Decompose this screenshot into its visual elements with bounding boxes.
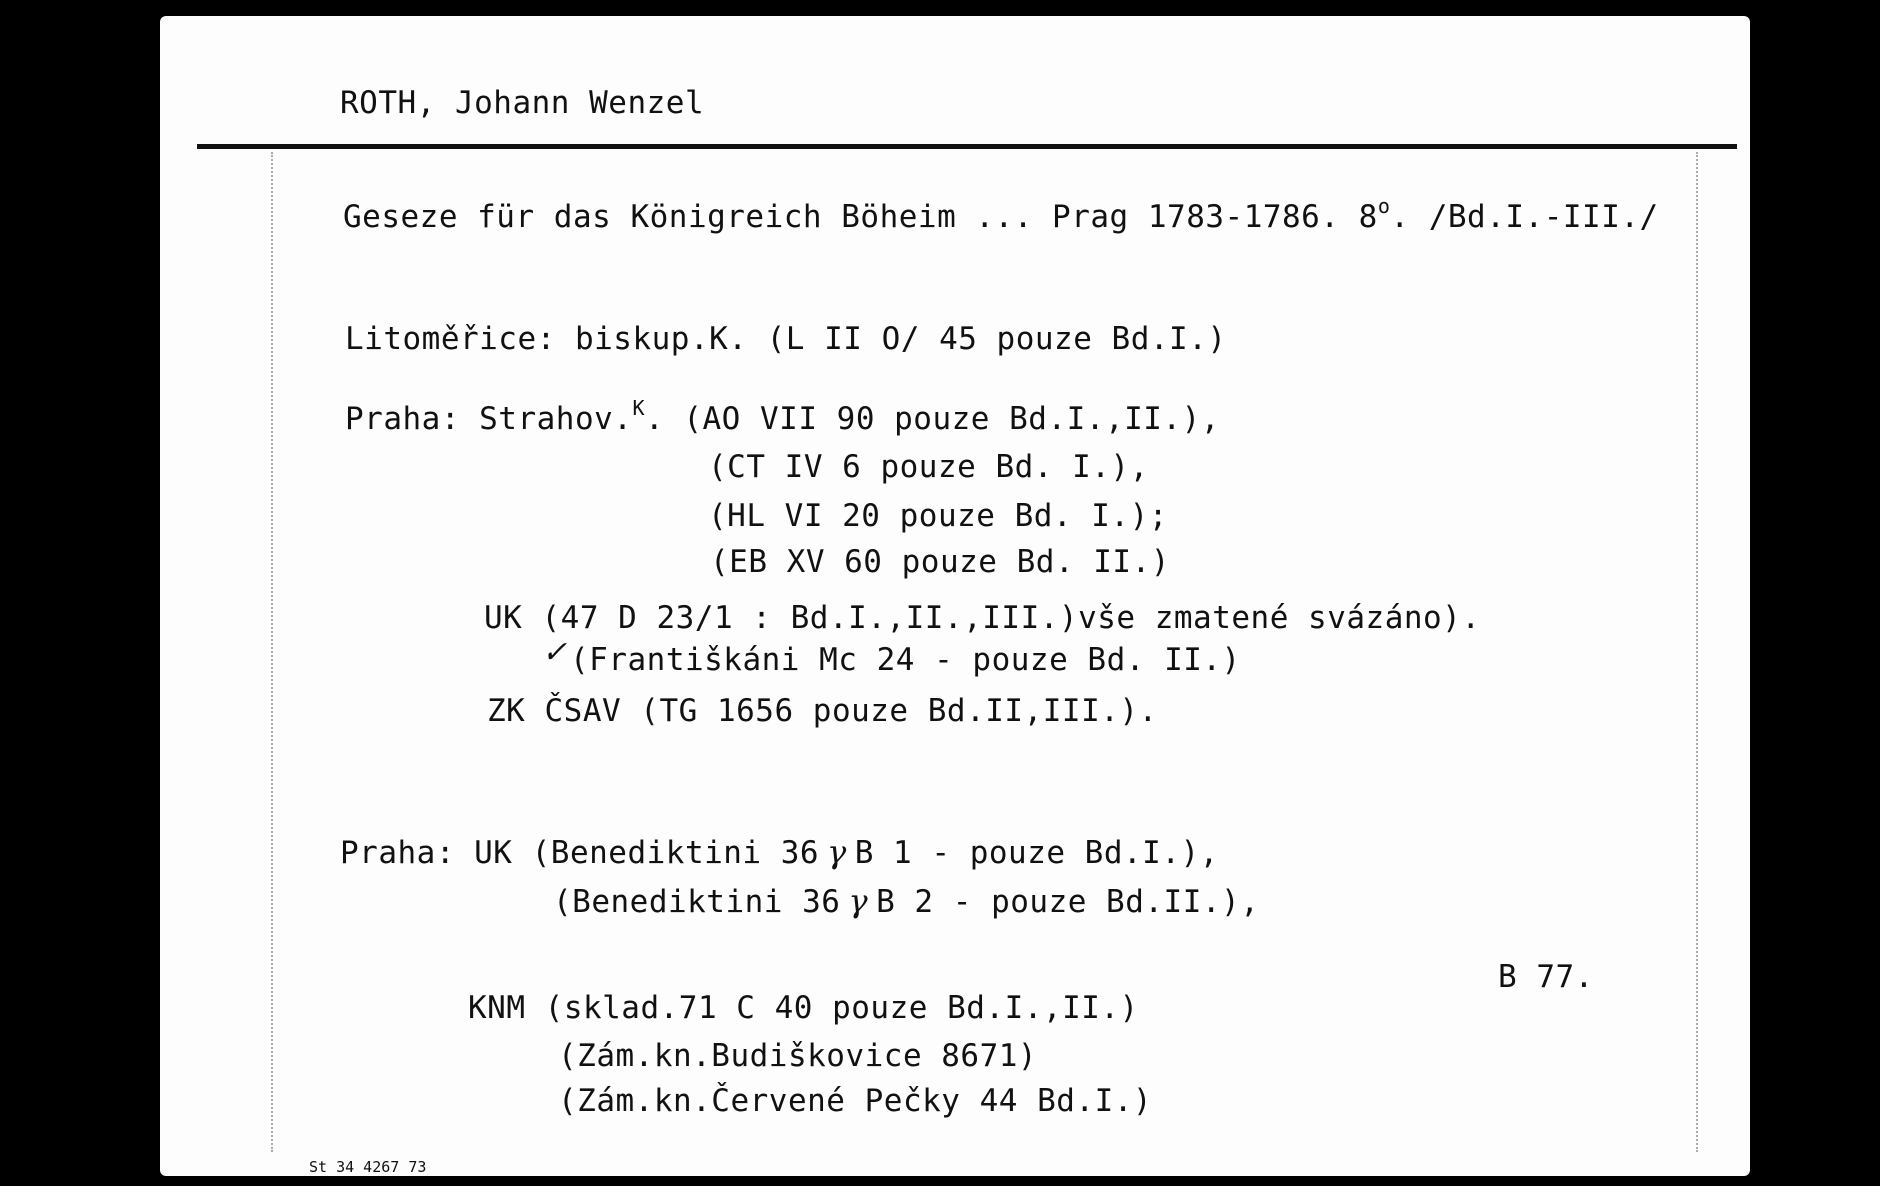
strahov-sup: K (632, 396, 646, 420)
shelf-code: B 77. (1498, 959, 1594, 995)
handwritten-mark-2: γ (848, 882, 869, 920)
entry-uk-2: (Františkáni Mc 24 - pouze Bd. II.) (570, 642, 1241, 678)
strahov-rest: . (AO VII 90 pouze Bd.I.,II.), (645, 401, 1220, 437)
right-margin-line (1696, 152, 1698, 1152)
praha-uk-2a: (Benediktini 36 (553, 884, 841, 920)
entry-uk-1: UK (47 D 23/1 : Bd.I.,II.,III.)vše zmatené svázáno). (484, 600, 1481, 636)
entry-knm-1: KNM (sklad.71 C 40 pouze Bd.I.,II.) (468, 990, 1139, 1026)
praha-uk-1b: B 1 - pouze Bd.I.), (854, 835, 1219, 871)
entry-zk-csav: ZK ČSAV (TG 1656 pouze Bd.II,III.). (487, 693, 1158, 729)
title-text: Geseze für das Königreich Böheim ... Prag 1783-1786. 8 (343, 199, 1378, 235)
entry-strahov-2: (CT IV 6 pouze Bd. I.), (708, 449, 1149, 485)
entry-knm-2: (Zám.kn.Budiškovice 8671) (558, 1038, 1038, 1074)
praha-uk-1a: Praha: UK (Benediktini 36 (340, 835, 820, 871)
title-line (343, 194, 1659, 235)
strahov-prefix: Praha: Strahov. (345, 401, 633, 437)
title-volumes: . /Bd.I.-III./ (1390, 199, 1659, 235)
entry-praha-uk-2 (553, 882, 1260, 920)
entry-strahov-4: (EB XV 60 pouze Bd. II.) (710, 544, 1170, 580)
footer-code: St 34 4267 73 (309, 1158, 427, 1176)
handwritten-check-mark: ✓ (542, 635, 568, 670)
card-heading: ROTH, Johann Wenzel (340, 85, 705, 121)
entry-praha-strahov (345, 396, 1220, 437)
entry-knm-3: (Zám.kn.Červené Pečky 44 Bd.I.) (558, 1083, 1153, 1119)
entry-strahov-3: (HL VI 20 pouze Bd. I.); (708, 498, 1168, 534)
entry-litomerice: Litoměřice: biskup.K. (L II O/ 45 pouze Bd.I.) (345, 321, 1227, 357)
handwritten-mark-1: γ (827, 833, 847, 871)
entry-praha-uk-1 (340, 833, 1219, 871)
heading-rule (197, 144, 1737, 149)
praha-uk-2b: B 2 - pouze Bd.II.), (876, 884, 1260, 920)
title-format-sup: o (1377, 194, 1391, 218)
left-margin-line (271, 152, 273, 1152)
